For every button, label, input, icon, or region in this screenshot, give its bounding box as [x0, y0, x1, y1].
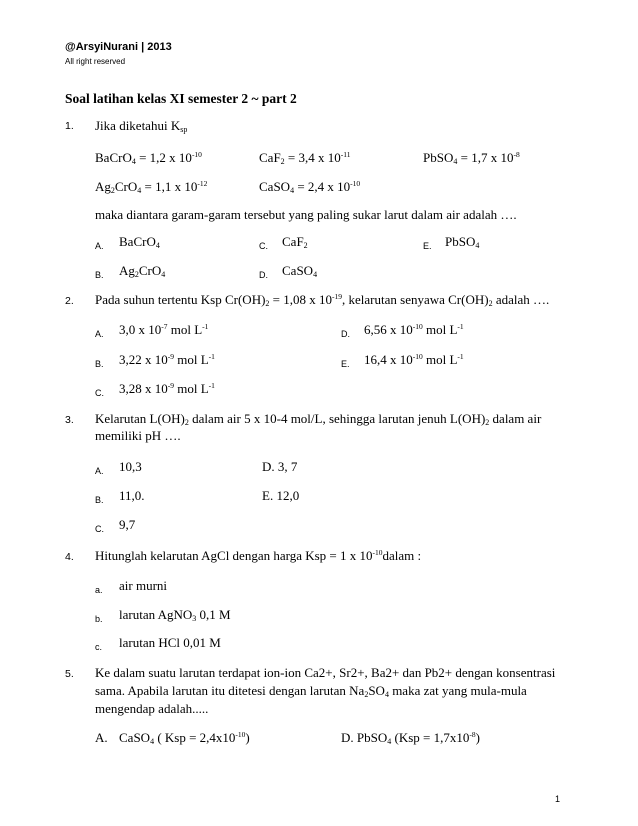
option-e: E. [423, 241, 432, 251]
question-stem-line-2: memiliki pH …. [95, 428, 181, 443]
option-c-text: 3,28 x $10^{-9}$ mol $L^{-1}$ [119, 381, 215, 396]
option-b: B. [95, 270, 104, 280]
question-stem: Kelarutan $L(OH)_2$ dalam air 5 x 10-4 mol/L, sehingga larutan jenuh $L(OH)_2$ dalam air [95, 411, 542, 427]
page-title: Soal latihan kelas XI semester 2 ~ part 2 [65, 91, 297, 106]
option-a: A. [95, 241, 104, 251]
option-c: C. [259, 241, 268, 251]
ksp-caso4: CaSO$_4$ = 2,4 x $10^{-10}$ [259, 179, 361, 195]
option-e-text: PbSO$_4$ [445, 234, 480, 250]
option-c: C. [95, 388, 104, 398]
option-c: c. [95, 642, 103, 652]
option-a: A. [95, 730, 108, 745]
header-author: @ArsyiNurani | 2013 [65, 41, 172, 53]
option-e-text: 16,4 x $10^{-10}$ mol $L^{-1}$ [364, 352, 464, 367]
option-a-text: 10,3 [119, 459, 142, 474]
option-b-text: $Ag_2CrO_4$ [119, 263, 166, 279]
ksp-pbso4: PbSO$_4$ = 1,7 x $10^{-8}$ [423, 150, 520, 166]
option-a: A. [95, 466, 104, 476]
question-number: 5. [65, 668, 74, 680]
question-stem-line-3: mengendap adalah..... [95, 701, 209, 716]
question-stem: Hitunglah kelarutan AgCl dengan harga Ksp = 1 x $10^{-10}dalam$ : [95, 548, 422, 563]
option-d-text: 6,56 x $10^{-10}$ mol $L^{-1}$ [364, 322, 464, 337]
option-b-text: 3,22 x $10^{-9}$ mol $L^{-1}$ [119, 352, 215, 367]
option-d-text: D. PbSO$_4$ $(Ksp = 1,7x10^{-8})$ [341, 730, 480, 746]
question-number: 3. [65, 414, 74, 426]
option-a: A. [95, 329, 104, 339]
option-d: D. [259, 270, 268, 280]
option-b-text: larutan AgNO$_3$ 0,1 M [119, 607, 231, 623]
option-b: B. [95, 495, 104, 505]
question-number: 1. [65, 120, 74, 132]
option-d-text: CaSO$_4$ [282, 263, 318, 279]
header-rights: All right reserved [65, 57, 126, 66]
option-b: b. [95, 614, 103, 624]
ksp-caf2: CaF$_2$ = 3,4 x $10^{-11}$ [259, 150, 351, 166]
question-stem-line-1: Ke dalam suatu larutan terdapat ion-ion Ca2+, Sr2+, Ba2+ dan Pb2+ dengan konsentrasi [95, 665, 556, 680]
ksp-bacro4: BaCrO$_4$ = 1,2 x $10^{-10}$ [95, 150, 202, 166]
option-d-text: D. 3, 7 [262, 459, 298, 474]
question-number: 4. [65, 551, 74, 563]
option-a-text: CaSO$_4$ ( Ksp = $2,4x10^{-10}$) [119, 730, 250, 746]
option-c: C. [95, 524, 104, 534]
option-c-text: larutan HCl 0,01 M [119, 635, 221, 650]
option-e: E. [341, 359, 350, 369]
question-stem: Pada suhun tertentu Ksp $Cr(OH)_2 = 1,08$ x $10^{-19}$, kelarutan senyawa $Cr(OH)_2$ adalah …. [95, 292, 550, 308]
question-text: maka diantara garam-garam tersebut yang paling sukar larut dalam air adalah …. [95, 207, 517, 222]
page-number: 1 [555, 794, 561, 804]
option-a: a. [95, 585, 103, 595]
option-b-text: 11,0. [119, 488, 145, 503]
option-a-text: air murni [119, 578, 168, 593]
question-stem-line-2: sama. Apabila larutan itu ditetesi dengan larutan $Na_2SO_4$ maka zat yang mula-mula [95, 683, 527, 699]
question-stem: Jika diketahui $K_{sp}$ [95, 118, 188, 134]
question-number: 2. [65, 295, 74, 307]
ksp-ag2cro4: $Ag_2CrO_4 = 1,1$ x $10^{-12}$ [95, 179, 208, 195]
option-a-text: BaCrO$_4$ [119, 234, 160, 250]
option-d: D. [341, 329, 350, 339]
option-a-text: 3,0 x $10^{-7}$ mol $L^{-1}$ [119, 322, 209, 337]
option-b: B. [95, 359, 104, 369]
option-c-text: 9,7 [119, 517, 136, 532]
option-c-text: CaF$_2$ [282, 234, 308, 250]
option-e-text: E. 12,0 [262, 488, 300, 503]
